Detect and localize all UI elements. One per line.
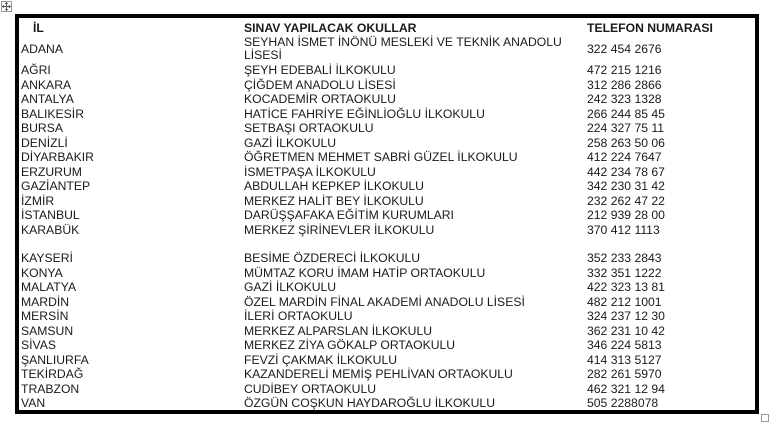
school-cell: HATİCE FAHRİYE EĞİNLİOĞLU İLKOKULU bbox=[244, 106, 485, 121]
table-row bbox=[21, 121, 733, 136]
phone-cell: 322 454 2676 bbox=[587, 41, 662, 56]
table-row bbox=[21, 396, 733, 411]
header-il: İL bbox=[33, 21, 44, 35]
phone-cell: 422 323 13 81 bbox=[587, 280, 665, 294]
il-cell: ŞANLIURFA bbox=[21, 352, 89, 367]
phone-cell: 312 286 2866 bbox=[587, 77, 662, 92]
table-row bbox=[21, 295, 733, 310]
il-cell: MERSİN bbox=[21, 309, 69, 323]
table-row bbox=[21, 382, 733, 397]
table-row bbox=[21, 107, 733, 122]
il-cell: KARABÜK bbox=[21, 222, 80, 237]
il-cell: ADANA bbox=[21, 41, 63, 56]
school-cell: SETBAŞI ORTAOKULU bbox=[244, 121, 374, 135]
il-cell: MARDİN bbox=[21, 294, 70, 309]
phone-cell: 346 224 5813 bbox=[587, 338, 662, 352]
header-school: SINAV YAPILACAK OKULLAR bbox=[244, 21, 417, 35]
phone-cell: 266 244 85 45 bbox=[587, 106, 665, 121]
il-cell: SİVAS bbox=[21, 338, 56, 352]
table-row bbox=[21, 78, 733, 93]
phone-cell: 212 939 28 00 bbox=[587, 208, 665, 222]
school-cell: GAZİ İLKOKULU bbox=[244, 280, 337, 294]
table-row bbox=[21, 338, 733, 353]
table-row bbox=[21, 136, 733, 151]
table-move-handle[interactable] bbox=[1, 1, 12, 12]
school-cell: ÖZEL MARDİN FİNAL AKADEMİ ANADOLU LİSESİ bbox=[244, 294, 525, 309]
table-row bbox=[21, 63, 733, 78]
il-cell: TEKİRDAĞ bbox=[21, 367, 84, 381]
phone-cell: 362 231 10 42 bbox=[587, 323, 665, 338]
phone-cell: 462 321 12 94 bbox=[587, 381, 665, 396]
school-cell: MERKEZ ZİYA GÖKALP ORTAOKULU bbox=[244, 338, 456, 352]
table-row bbox=[21, 324, 733, 339]
school-cell: ÖĞRETMEN MEHMET SABRİ GÜZEL İLKOKULU bbox=[244, 150, 518, 164]
move-arrows-icon bbox=[2, 2, 11, 11]
phone-cell: 282 261 5970 bbox=[587, 367, 662, 381]
phone-cell: 482 212 1001 bbox=[587, 294, 662, 309]
il-cell: AĞRI bbox=[21, 63, 51, 77]
school-cell: SEYHAN İSMET İNÖNÜ MESLEKİ VE TEKNİK ANADOLU LİSESİ bbox=[244, 35, 562, 62]
school-cell: GAZİ İLKOKULU bbox=[244, 135, 337, 150]
table-row bbox=[21, 309, 733, 324]
school-cell: MERKEZ ŞİRİNEVLER İLKOKULU bbox=[244, 222, 435, 237]
phone-cell: 472 215 1216 bbox=[587, 63, 662, 77]
il-cell: ANKARA bbox=[21, 77, 72, 92]
exam-schools-table bbox=[21, 21, 733, 411]
table-row bbox=[21, 353, 733, 368]
il-cell: GAZİANTEP bbox=[21, 179, 91, 193]
table-header-row bbox=[21, 21, 733, 35]
school-cell: FEVZİ ÇAKMAK İLKOKULU bbox=[244, 352, 398, 367]
table-row bbox=[21, 208, 733, 223]
phone-cell: 258 263 50 06 bbox=[587, 135, 665, 150]
phone-cell: 232 262 47 22 bbox=[587, 193, 665, 208]
empty-cell bbox=[21, 237, 244, 251]
school-cell: İSMETPAŞA İLKOKULU bbox=[244, 164, 376, 179]
table-row bbox=[21, 266, 733, 281]
il-cell: BALIKESİR bbox=[21, 106, 84, 121]
table-row bbox=[21, 194, 733, 209]
table-row bbox=[21, 35, 733, 63]
school-cell: MÜMTAZ KORU İMAM HATİP ORTAOKULU bbox=[244, 265, 486, 280]
il-cell: TRABZON bbox=[21, 381, 80, 396]
school-cell: ŞEYH EDEBALİ İLKOKULU bbox=[244, 63, 396, 77]
header-phone: TELEFON NUMARASI bbox=[587, 21, 713, 35]
il-cell: KONYA bbox=[21, 265, 63, 280]
il-cell: ERZURUM bbox=[21, 164, 82, 179]
phone-cell: 352 233 2843 bbox=[587, 251, 662, 265]
school-cell: ABDULLAH KEPKEP İLKOKULU bbox=[244, 179, 424, 193]
il-cell: BURSA bbox=[21, 121, 63, 135]
empty-cell bbox=[244, 237, 587, 251]
school-cell: ÇİĞDEM ANADOLU LİSESİ bbox=[244, 77, 396, 92]
school-cell: KOCADEMİR ORTAOKULU bbox=[244, 92, 396, 106]
table-row bbox=[21, 280, 733, 295]
il-cell: SAMSUN bbox=[21, 323, 74, 338]
school-cell: KAZANDERELİ MEMİŞ PEHLİVAN ORTAOKULU bbox=[244, 367, 513, 381]
school-cell: ÖZGÜN COŞKUN HAYDAROĞLU İLKOKULU bbox=[244, 396, 496, 410]
empty-cell bbox=[587, 237, 733, 251]
table-frame bbox=[15, 14, 759, 414]
school-cell: CUDİBEY ORTAOKULU bbox=[244, 381, 377, 396]
table-row bbox=[21, 367, 733, 382]
table-row bbox=[21, 223, 733, 238]
table-row bbox=[21, 179, 733, 194]
phone-cell: 442 234 78 67 bbox=[587, 164, 665, 179]
school-cell: DARÜŞŞAFAKA EĞİTİM KURUMLARI bbox=[244, 208, 454, 222]
il-cell: DENİZLİ bbox=[21, 135, 68, 150]
il-cell: DİYARBAKIR bbox=[21, 150, 94, 164]
il-cell: VAN bbox=[21, 396, 46, 410]
school-cell: İLERİ ORTAOKULU bbox=[244, 309, 353, 323]
spacer-row bbox=[21, 237, 733, 251]
phone-cell: 414 313 5127 bbox=[587, 352, 662, 367]
il-cell: MALATYA bbox=[21, 280, 77, 294]
table-row bbox=[21, 165, 733, 180]
phone-cell: 332 351 1222 bbox=[587, 265, 662, 280]
school-cell: BESİME ÖZDERECİ İLKOKULU bbox=[244, 251, 421, 265]
phone-cell: 505 2288078 bbox=[587, 396, 659, 410]
table-row bbox=[21, 92, 733, 107]
table-body bbox=[21, 35, 733, 411]
il-cell: İZMİR bbox=[21, 193, 55, 208]
phone-cell: 370 412 1113 bbox=[587, 222, 660, 237]
il-cell: ANTALYA bbox=[21, 92, 74, 106]
il-cell: İSTANBUL bbox=[21, 208, 80, 222]
phone-cell: 324 237 12 30 bbox=[587, 309, 665, 323]
table-row bbox=[21, 251, 733, 266]
school-cell: MERKEZ ALPARSLAN İLKOKULU bbox=[244, 323, 433, 338]
phone-cell: 412 224 7647 bbox=[587, 150, 662, 164]
phone-cell: 224 327 75 11 bbox=[587, 121, 665, 135]
table-row bbox=[21, 150, 733, 165]
table-resize-handle[interactable] bbox=[761, 414, 769, 422]
phone-cell: 242 323 1328 bbox=[587, 92, 662, 106]
il-cell: KAYSERİ bbox=[21, 251, 73, 265]
school-cell: MERKEZ HALİT BEY İLKOKULU bbox=[244, 193, 424, 208]
phone-cell: 342 230 31 42 bbox=[587, 179, 665, 193]
